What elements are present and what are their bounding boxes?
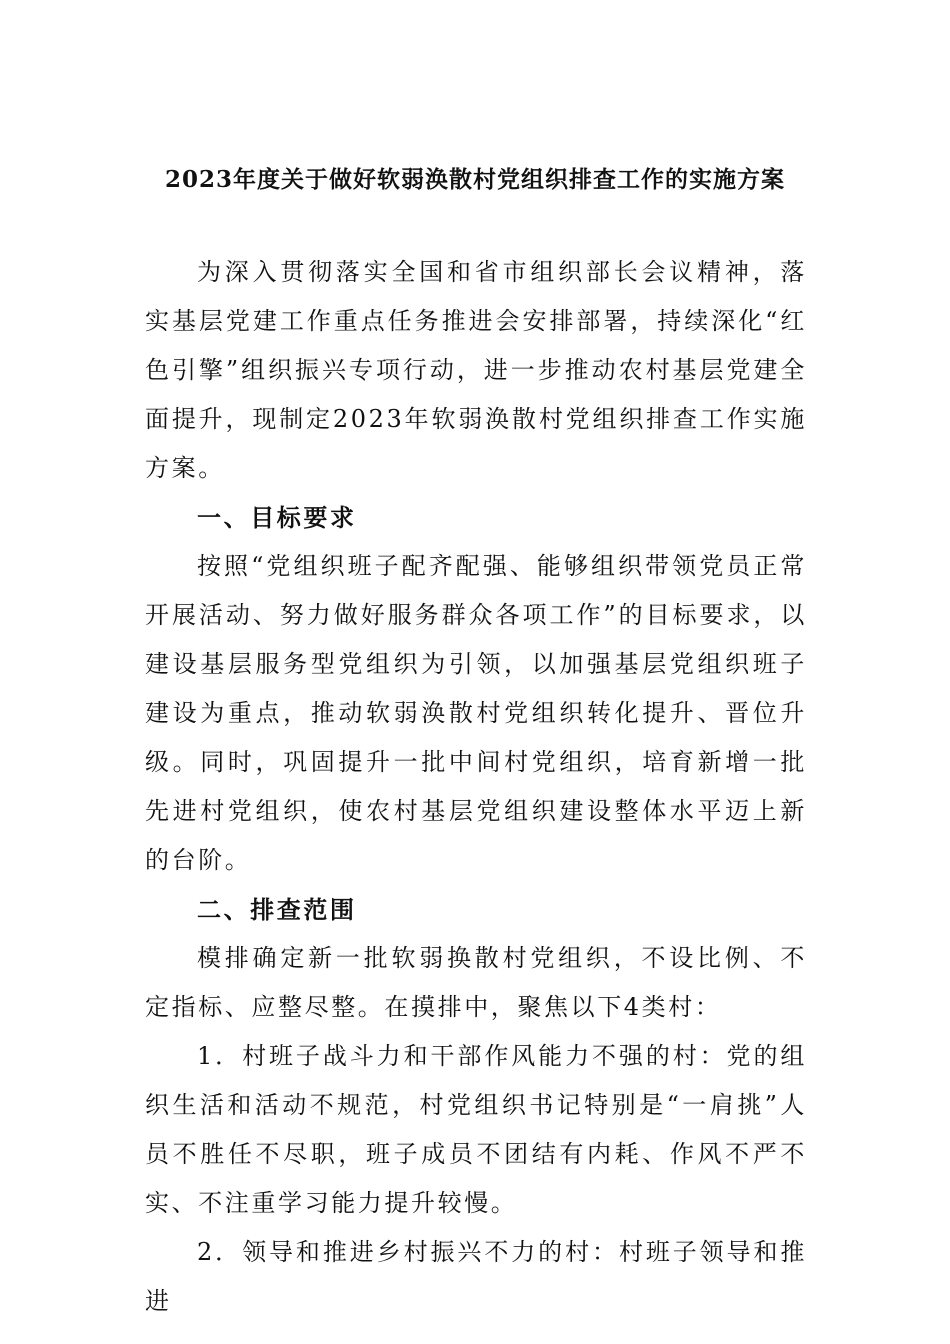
section-heading-scope: 二、排查范围 [197,895,357,924]
scope-item-2: 2．领导和推进乡村振兴不力的村：村班子领导和推进 [145,1238,807,1315]
scope-paragraph: 模排确定新一批软弱换散村党组织，不设比例、不定指标、应整尽整。在摸排中，聚焦以下4类村： [145,944,807,1021]
intro-paragraph: 为深入贯彻落实全国和省市组织部长会议精神，落实基层党建工作重点任务推进会安排部署，持续深化“红色引擎”组织振兴专项行动，进一步推动农村基层党建全面提升，现制定2023年软弱涣散村党组织排查工作实施方案。 [145,258,807,482]
document-body [145,248,807,1326]
goals-paragraph: 按照“党组织班子配齐配强、能够组织带领党员正常开展活动、努力做好服务群众各项工作”的目标要求，以建设基层服务型党组织为引领，以加强基层党组织班子建设为重点，推动软弱涣散村党组织转化提升、晋位升级。同时，巩固提升一批中间村党组织，培育新增一批先进村党组织，使农村基层党组织建设整体水平迈上新的台阶。 [145,552,807,874]
scope-item-1: 1．村班子战斗力和干部作风能力不强的村：党的组织生活和活动不规范，村党组织书记特别是“一肩挑”人员不胜任不尽职，班子成员不团结有内耗、作风不严不实、不注重学习能力提升较慢。 [145,1042,807,1217]
document-title: 2023年度关于做好软弱涣散村党组织排查工作的实施方案 [164,166,785,193]
section-heading-goals: 一、目标要求 [197,503,357,532]
